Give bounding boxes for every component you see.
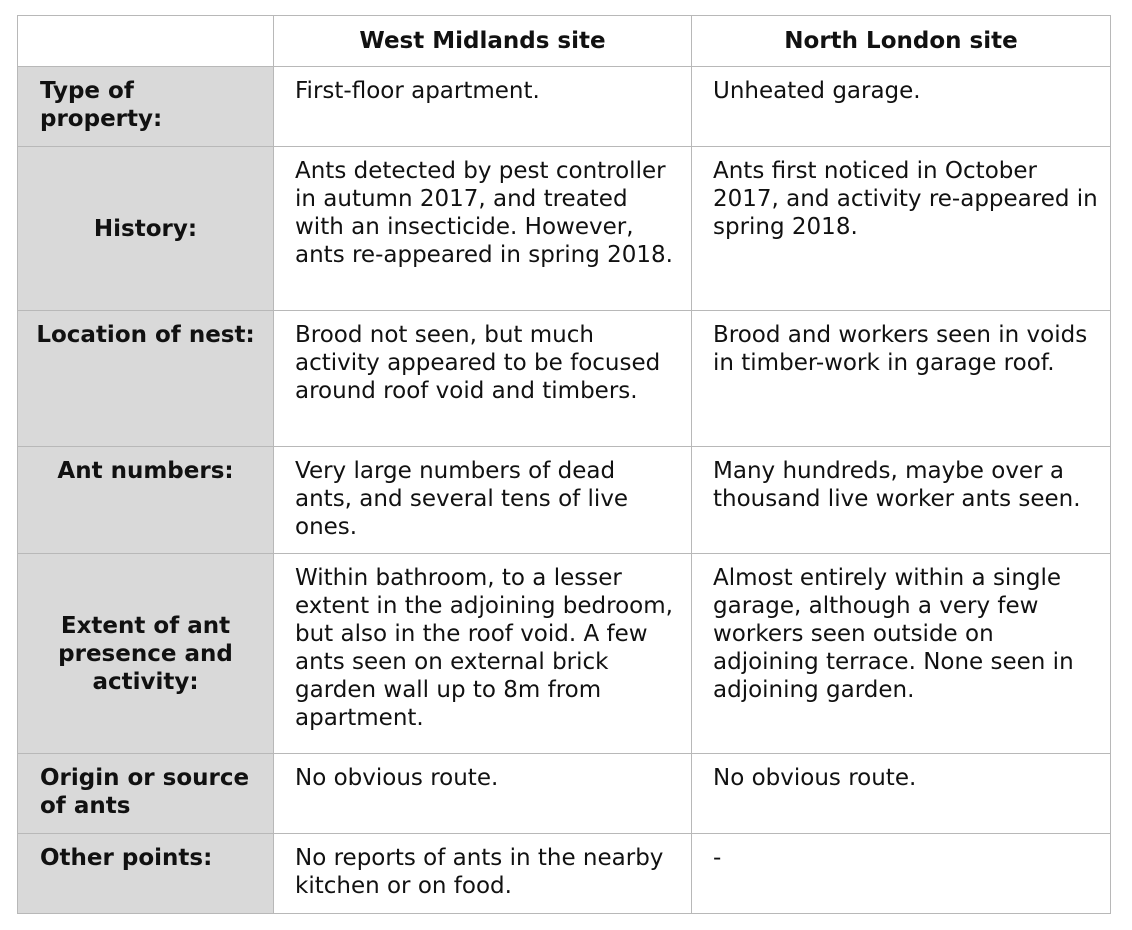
cell-west-history: Ants detected by pest controller in autumn 2017, and treated with an insecticide. However, ants re-appeared in spring 2018. [274, 147, 692, 311]
cell-north-type-of-property: Unheated garage. [692, 67, 1111, 147]
row-label-location-of-nest: Location of nest: [18, 311, 274, 447]
cell-north-other-points: - [692, 834, 1111, 914]
corner-header [18, 16, 274, 67]
cell-west-extent-of-ant-presence: Within bathroom, to a lesser extent in the adjoining bedroom, but also in the roof void. A few ants seen on external brick garden wall up to 8m from apartment. [274, 554, 692, 754]
table-row [18, 147, 1111, 311]
table-row [18, 447, 1111, 554]
cell-west-origin-or-source: No obvious route. [274, 754, 692, 834]
column-header-north-label: North London site [784, 28, 1018, 54]
comparison-table-container [17, 15, 1110, 914]
table-row [18, 67, 1111, 147]
column-header-west-label: West Midlands site [359, 28, 606, 54]
cell-north-ant-numbers: Many hundreds, maybe over a thousand live worker ants seen. [692, 447, 1111, 554]
header-row [18, 16, 1111, 67]
column-header-north-london [692, 16, 1111, 67]
cell-north-location-of-nest: Brood and workers seen in voids in timber-work in garage roof. [692, 311, 1111, 447]
row-label-origin-or-source: Origin or source of ants [18, 754, 274, 834]
cell-west-type-of-property: First-floor apartment. [274, 67, 692, 147]
table-row [18, 754, 1111, 834]
cell-north-history: Ants first noticed in October 2017, and activity re-appeared in spring 2018. [692, 147, 1111, 311]
table-row [18, 834, 1111, 914]
row-label-history: History: [18, 147, 274, 311]
row-label-ant-numbers: Ant numbers: [18, 447, 274, 554]
site-comparison-table [17, 15, 1111, 914]
row-label-type-of-property: Type of property: [18, 67, 274, 147]
table-row [18, 311, 1111, 447]
cell-west-ant-numbers: Very large numbers of dead ants, and several tens of live ones. [274, 447, 692, 554]
column-header-west-midlands [274, 16, 692, 67]
row-label-extent-of-ant-presence: Extent of ant presence and activity: [18, 554, 274, 754]
row-label-other-points: Other points: [18, 834, 274, 914]
cell-west-location-of-nest: Brood not seen, but much activity appeared to be focused around roof void and timbers. [274, 311, 692, 447]
cell-north-origin-or-source: No obvious route. [692, 754, 1111, 834]
cell-west-other-points: No reports of ants in the nearby kitchen or on food. [274, 834, 692, 914]
cell-north-extent-of-ant-presence: Almost entirely within a single garage, although a very few workers seen outside on adjoining terrace. None seen in adjoining garden. [692, 554, 1111, 754]
table-row [18, 554, 1111, 754]
